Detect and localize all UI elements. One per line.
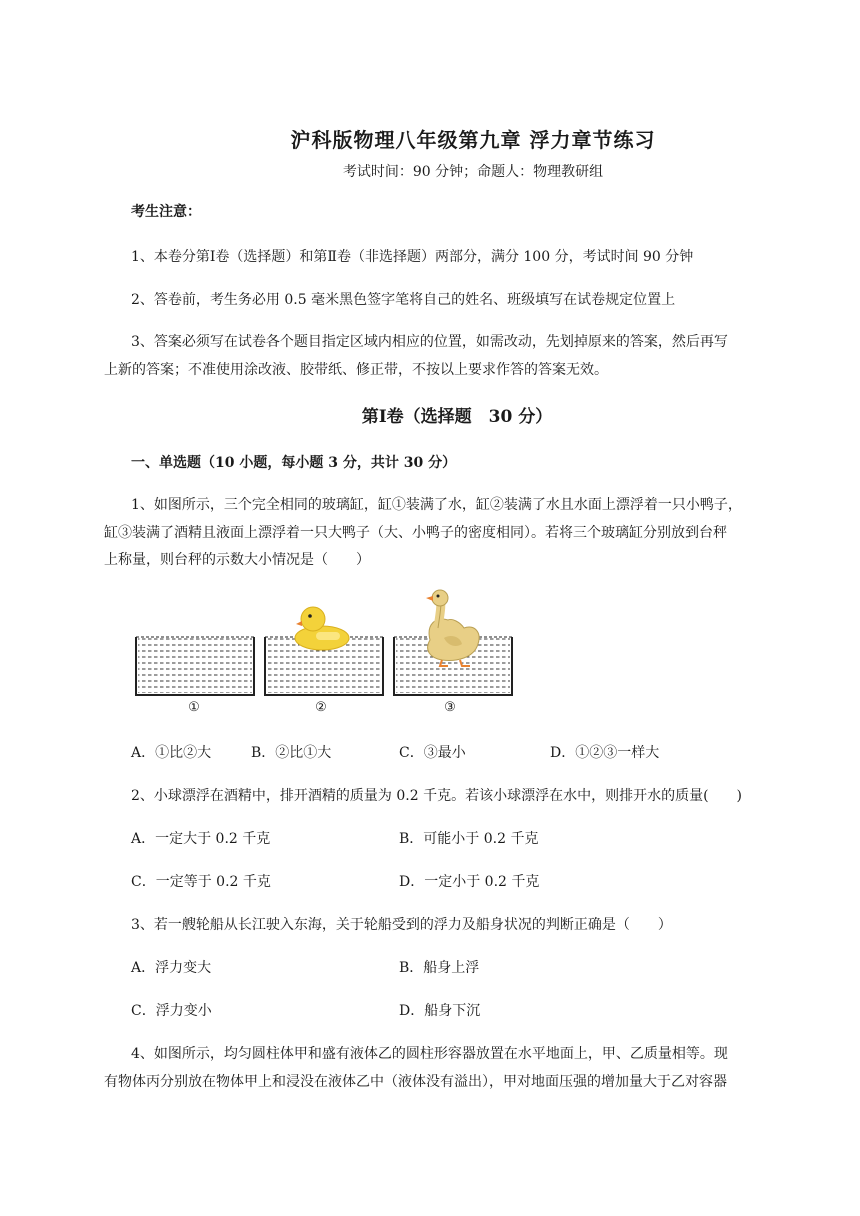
big-duck-icon [426,590,479,666]
question-4-line: 4、如图所示，均匀圆柱体甲和盛有液体乙的圆柱形容器放置在水平地面上，甲、乙质量相等。现 [131,1046,728,1062]
option-c[interactable]: C．③最小 [399,745,466,761]
option-a[interactable]: A．①比②大 [131,745,212,761]
page-title: 沪科版物理八年级第九章 浮力章节练习 [290,128,656,152]
exam-info: 考试时间：90 分钟；命题人：物理教研组 [342,164,604,180]
option-b[interactable]: B．②比①大 [251,745,332,761]
notice-item-continued: 上新的答案；不准使用涂改液、胶带纸、修正带，不按以上要求作答的答案无效。 [104,362,608,378]
notice-heading: 考生注意： [131,204,201,220]
section-title: 第Ⅰ卷（选择题 30 分） [361,407,553,427]
notice-item: 1、本卷分第Ⅰ卷（选择题）和第Ⅱ卷（非选择题）两部分，满分 100 分，考试时间 90 分钟 [131,249,694,265]
notice-item: 3、答案必须写在试卷各个题目指定区域内相应的位置，如需改动，先划掉原来的答案，然后再写 [131,334,728,350]
question-2-line: 2、小球漂浮在酒精中，排开酒精的质量为 0.2 千克。若该小球漂浮在水中，则排开水的质量( ) [131,788,742,804]
option-a[interactable]: A．一定大于 0.2 千克 [131,831,271,847]
question-4-line: 有物体丙分别放在物体甲上和浸没在液体乙中（液体没有溢出），甲对地面压强的增加量大于乙对容器 [104,1074,727,1090]
option-d[interactable]: D．①②③一样大 [550,745,660,761]
tank-1 [136,637,254,695]
option-b[interactable]: B．可能小于 0.2 千克 [399,831,539,847]
option-b[interactable]: B．船身上浮 [399,960,480,976]
question-3-line: 3、若一艘轮船从长江驶入东海，关于轮船受到的浮力及船身状况的判断正确是（ ） [131,917,672,933]
option-c[interactable]: C．一定等于 0.2 千克 [131,874,271,890]
question-1-line: 缸③装满了酒精且液面上漂浮着一只大鸭子（大、小鸭子的密度相同）。若将三个玻璃缸分别放到台秤 [104,525,727,541]
question-1-line: 上称量，则台秤的示数大小情况是（ ） [104,552,370,568]
option-d[interactable]: D．一定小于 0.2 千克 [399,874,540,890]
tank-2-label: ② [315,700,327,715]
question-1-line: 1、如图所示，三个完全相同的玻璃缸，缸①装满了水，缸②装满了水且水面上漂浮着一只小鸭子， [131,497,742,513]
tank-3-label: ③ [444,700,456,715]
option-a[interactable]: A．浮力变大 [131,960,212,976]
option-c[interactable]: C．浮力变小 [131,1003,212,1019]
option-d[interactable]: D．船身下沉 [399,1003,481,1019]
tank-1-label: ① [188,700,200,715]
small-duck-icon [295,607,349,650]
part-heading: 一、单选题（10 小题，每小题 3 分，共计 30 分） [131,455,457,471]
notice-item: 2、答卷前，考生务必用 0.5 毫米黑色签字笔将自己的姓名、班级填写在试卷规定位置上 [131,292,676,308]
